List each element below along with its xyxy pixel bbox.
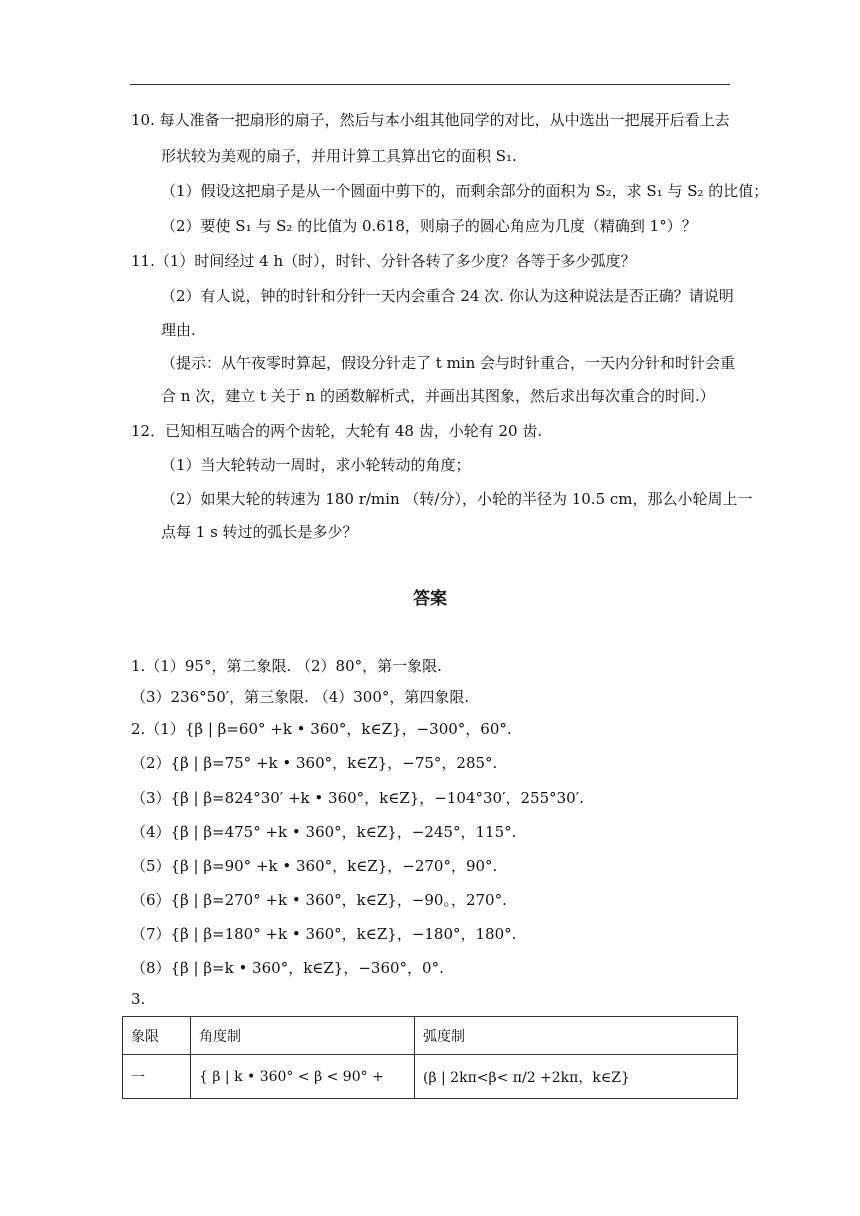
q10-part1: （1）假设这把扇子是从一个圆面中剪下的，而剩余部分的面积为 S₂，求 S₁ 与 S₂ 的比值； xyxy=(161,182,769,200)
q11-hint-line-1: （提示：从午夜零时算起，假设分针走了 t min 会与时针重合，一天内分针和时针会重 xyxy=(161,354,736,372)
answer-title: 答案 xyxy=(413,589,447,609)
q11-part2-line-1: （2）有人说，钟的时针和分针一天内会重合 24 次. 你认为这种说法是否正确？请说明 xyxy=(161,287,734,305)
header-rule xyxy=(130,84,730,85)
cell-degree: { β | k • 360° < β < 90° + xyxy=(191,1055,415,1099)
cell-radian: (β | 2kπ<β< π/2 +2kπ，k∈Z} xyxy=(415,1055,738,1099)
answer-2-item-1: 2.（1）{β | β=60° +k • 360°，k∈Z}，−300°，60°. xyxy=(131,720,512,738)
q10-line-1: 10. 每人准备一把扇形的扇子，然后与本小组其他同学的对比，从中选出一把展开后看上去 xyxy=(131,111,730,129)
quadrant-table xyxy=(122,1016,738,1099)
q12-part2-line-1: （2）如果大轮的转速为 180 r/min （转/分），小轮的半径为 10.5 cm，那么小轮周上一 xyxy=(161,490,753,508)
cell-quadrant: 一 xyxy=(123,1055,191,1099)
q11-part1: 11.（1）时间经过 4 h（时），时针、分针各转了多少度？各等于多少弧度？ xyxy=(131,252,636,270)
answer-2-item-3: （3）{β | β=824°30′ +k • 360°，k∈Z}，−104°30′，255°30′. xyxy=(131,789,584,807)
header-degree: 角度制 xyxy=(191,1017,415,1055)
q12-part1: （1）当大轮转动一周时，求小轮转动的角度； xyxy=(161,456,471,474)
q12-stem: 12．已知相互啮合的两个齿轮，大轮有 48 齿，小轮有 20 齿. xyxy=(131,422,543,440)
answer-1-line-1: 1.（1）95°，第二象限. （2）80°，第一象限. xyxy=(131,657,442,675)
answer-2-item-7: （7）{β | β=180° +k • 360°，k∈Z}，−180°，180°. xyxy=(131,925,517,943)
q11-hint-line-2: 合 n 次，建立 t 关于 n 的函数解析式，并画出其图象，然后求出每次重合的时间.） xyxy=(161,387,715,405)
answer-2-item-6: （6）{β | β=270° +k • 360°，k∈Z}，−90。，270°. xyxy=(131,891,507,909)
q11-part2-line-2: 理由. xyxy=(161,321,196,339)
header-radian: 弧度制 xyxy=(415,1017,738,1055)
q10-part2: （2）要使 S₁ 与 S₂ 的比值为 0.618，则扇子的圆心角应为几度（精确到 1°）？ xyxy=(161,217,697,235)
answer-2-item-8: （8）{β | β=k • 360°，k∈Z}，−360°，0°. xyxy=(131,959,444,977)
answer-2-item-4: （4）{β | β=475° +k • 360°，k∈Z}，−245°，115°. xyxy=(131,823,517,841)
answer-3-label: 3. xyxy=(131,990,146,1008)
answer-1-line-2: （3）236°50′，第三象限. （4）300°，第四象限. xyxy=(131,688,470,706)
header-quadrant: 象限 xyxy=(123,1017,191,1055)
q10-line-2: 形状较为美观的扇子，并用计算工具算出它的面积 S₁. xyxy=(161,147,517,165)
answer-2-item-2: （2）{β | β=75° +k • 360°，k∈Z}，−75°，285°. xyxy=(131,754,498,772)
answer-2-item-5: （5）{β | β=90° +k • 360°，k∈Z}，−270°，90°. xyxy=(131,857,498,875)
table-row xyxy=(123,1055,738,1099)
table-header-row xyxy=(123,1017,738,1055)
q12-part2-line-2: 点每 1 s 转过的弧长是多少？ xyxy=(161,523,358,541)
